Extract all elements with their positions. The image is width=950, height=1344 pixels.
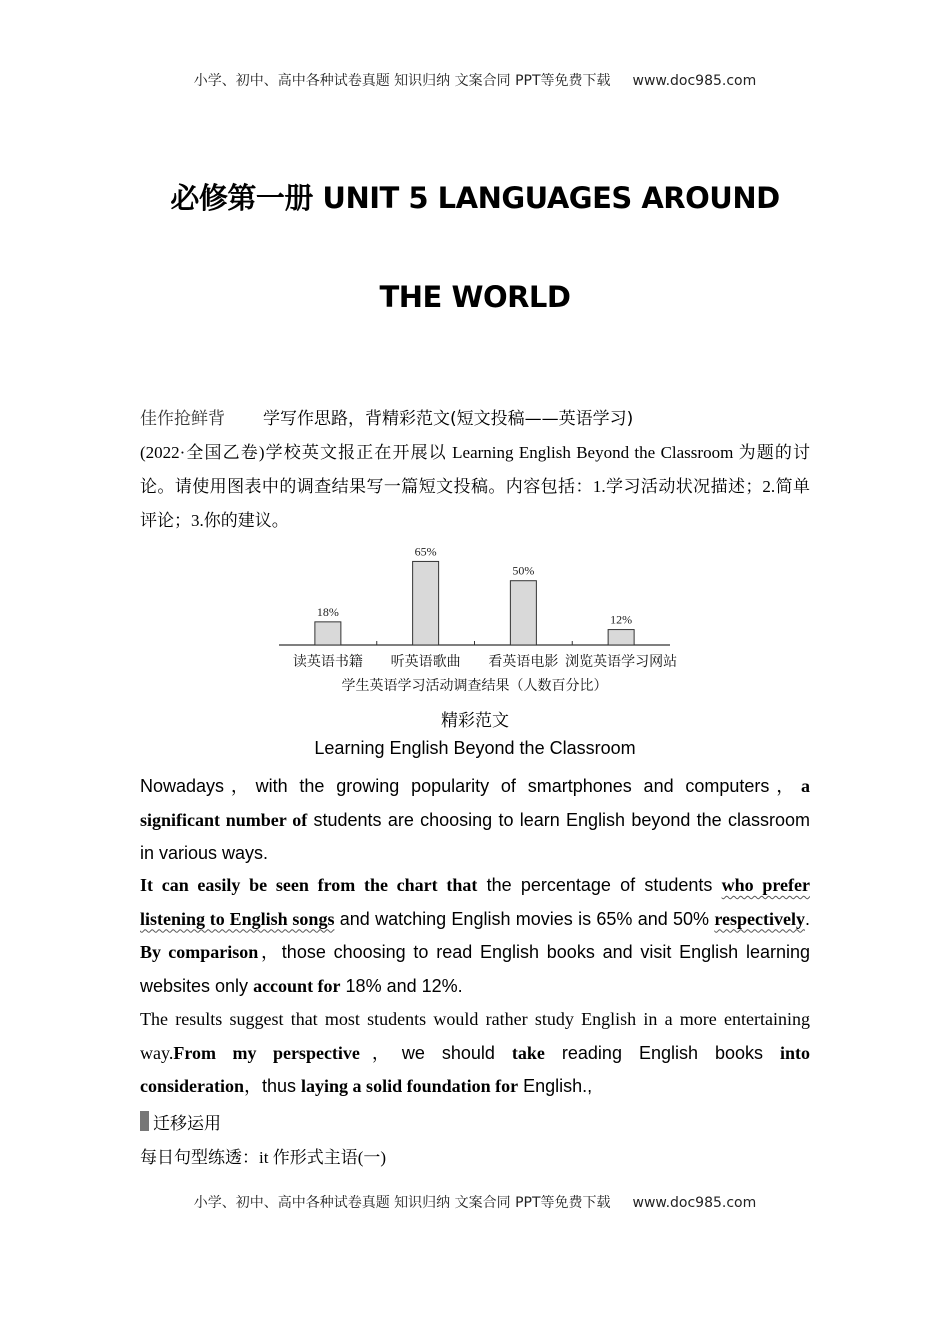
header-text: 小学、初中、高中各种试卷真题 知识归纳 文案合同 PPT等免费下载 [193,73,611,89]
p3-text-3: ，thus [244,1076,302,1096]
page-header [0,70,950,90]
p3-phrase-1: From my perspective [173,1042,360,1063]
bar-3 [510,581,536,645]
daily-prefix: 每日句型练透： [140,1148,259,1168]
p2-text-5: 18% and 12%. [340,975,463,996]
transfer-heading [140,1109,221,1134]
category-label: 听英语歌曲 [390,654,461,670]
essay-paragraph-1 [140,770,810,871]
task-prompt: (2022·全国乙卷)学校英文报正在开展以 Learning English Beyond the Classroom 为题的讨论。请使用图表中的调查结果写一篇短文投稿。内容包括：1.学习活动状况描述；2.简单评论；3.你的建议。 [140,443,810,530]
bar-value-label: 50% [512,563,535,578]
section-heading [140,404,810,429]
section-marker-icon [140,1111,149,1131]
p3-text-4: English., [518,1076,593,1096]
p3-phrase-2: take [511,1042,545,1063]
essay-paragraph-3 [140,1003,810,1104]
transfer-label: 迁移运用 [153,1114,221,1134]
p3-phrase-4: laying a solid foundation for [301,1076,519,1096]
category-label: 读英语书籍 [292,654,363,670]
category-label: 看英语电影 [488,654,559,670]
chart-caption: 学生英语学习活动调查结果（人数百分比） [341,678,608,694]
category-label: 浏览英语学习网站 [565,654,678,670]
bar-4 [608,630,634,645]
essay-paragraph-2 [140,869,810,1003]
p2-phrase-1: It can easily be seen from the chart that [140,875,478,895]
bar-1 [315,622,341,645]
page-title-line1: 必修第一册 UNIT 5 LANGUAGES AROUND [170,181,780,215]
p2-phrase-5: account for [253,975,341,996]
footer-text: 小学、初中、高中各种试卷真题 知识归纳 文案合同 PPT等免费下载 [193,1195,611,1211]
p2-phrase-4: By comparison [140,942,259,962]
page-title-line2: THE WORLD [379,280,571,314]
p1-text-2: students are choosing to learn English beyond the classroom in various ways. [140,809,810,863]
bar-value-label: 65% [414,544,437,559]
bar-value-label: 18% [316,604,339,619]
essay-title: Learning English Beyond the Classroom [314,738,636,758]
daily-practice-heading [140,1143,386,1168]
p3-phrase-3: into consideration [140,1042,810,1096]
bar-value-label: 12% [610,612,633,627]
survey-chart-svg [275,540,685,700]
page-footer [0,1192,950,1212]
p3-text-2: reading English books [544,1042,780,1063]
p2-text-1: the percentage of students [477,875,722,895]
p3-sentence-1: The results suggest that most students would rather study English in a more entertaining way. [140,1009,810,1063]
p2-phrase-2: who prefer listening to English songs [140,875,810,929]
survey-chart [275,540,685,700]
p1-phrase-1: a significant number of [140,776,810,830]
p2-text-2: and watching English movies is 65% and 50% [334,908,715,929]
section-description: 学写作思路，背精彩范文(短文投稿——英语学习) [263,409,634,429]
daily-suffix: it 作形式主语(一) [259,1148,387,1167]
footer-site-link[interactable]: www.doc985.com [632,1195,757,1211]
p2-text-4: ，those choosing to read English books and visit English learning websites only [140,942,810,996]
bar-2 [413,561,439,645]
p2-text-3: . [804,908,810,929]
essay-label: 精彩范文 [441,711,509,731]
section-label: 佳作抢鲜背 [140,409,225,428]
header-site-link[interactable]: www.doc985.com [632,73,757,89]
p3-text-1: ，we should [359,1042,512,1063]
p1-text-1: Nowadays，with the growing popularity of smartphones and computers， [140,776,801,796]
p2-phrase-3: respectively [714,908,805,929]
